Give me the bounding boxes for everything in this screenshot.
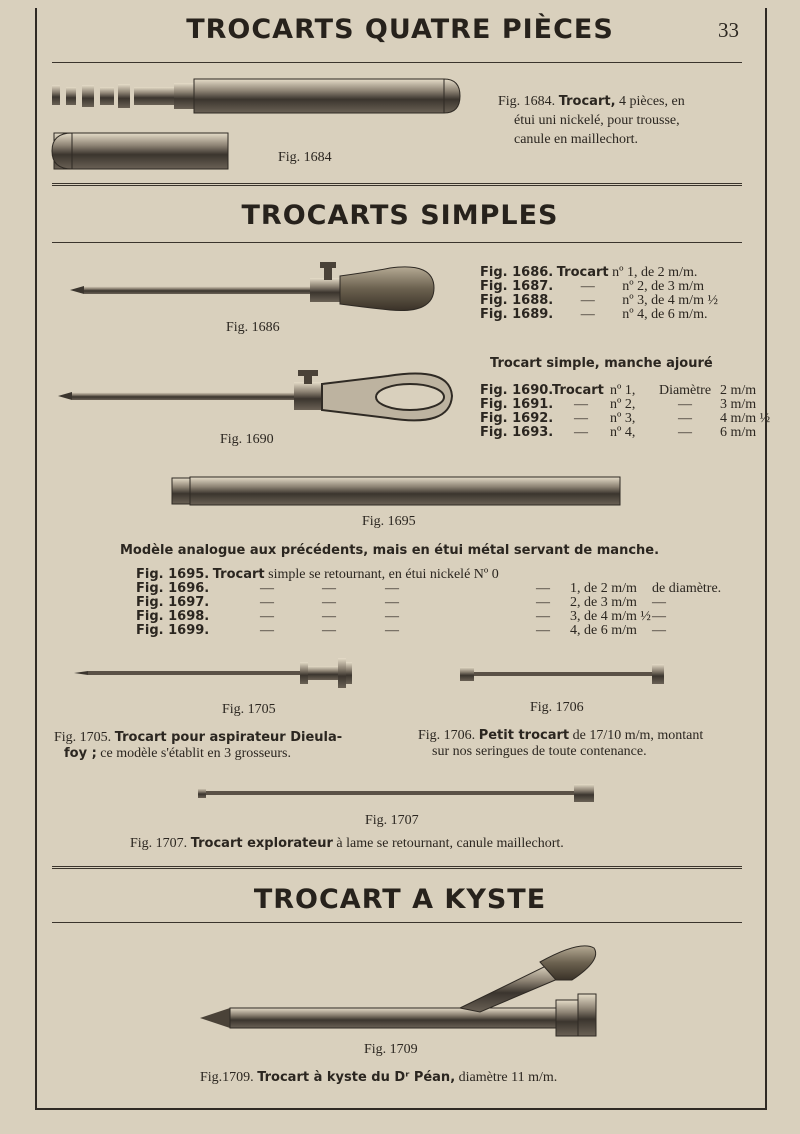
fig-1709-description: Fig.1709. Trocart à kyste du Dʳ Péan, diamètre 11 m/m. — [200, 1070, 558, 1085]
list-row: Fig. 1693. — nº 4, — 6 m/m — [480, 425, 757, 440]
desc-text: 4 pièces, en — [619, 94, 685, 109]
analog-model-heading: Modèle analogue aux précédents, mais en étui métal servant de manche. — [120, 543, 660, 558]
trocart-1706-illustration — [460, 662, 668, 686]
fig-1684-description-line1 — [498, 94, 685, 110]
list-row: Fig. 1689. — nº 4, de 6 m/m. — [480, 307, 708, 322]
fig-1709-caption: Fig. 1709 — [364, 1042, 418, 1057]
list-1686-1689 — [480, 266, 718, 322]
fig-1684-description-line2: étui uni nickelé, pour trousse, — [514, 113, 680, 128]
divider — [52, 866, 742, 869]
fig-1705-caption: Fig. 1705 — [222, 702, 276, 717]
trocart-1709-illustration — [200, 936, 610, 1036]
fig-ref: Fig. 1684. — [498, 94, 556, 109]
divider — [52, 62, 742, 63]
desc-line: Fig. 1706. Petit trocart de 17/10 m/m, montant — [418, 728, 704, 743]
list-row: Fig. 1697. — — — — 2, de 3 m/m — — [136, 595, 666, 610]
desc-line: sur nos seringues de toute contenance. — [432, 744, 647, 759]
divider — [52, 183, 742, 186]
list-row: Fig. 1686. Trocart nº 1, de 2 m/m. — [480, 265, 698, 280]
list-row: Fig. 1692. — nº 3, — 4 m/m ½ — [480, 411, 771, 426]
list-1695-1699 — [136, 568, 721, 638]
fig-1707-caption: Fig. 1707 — [365, 813, 419, 828]
fig-1706-description — [418, 728, 703, 760]
list-1690-1693 — [480, 384, 770, 440]
trocart-1690-illustration — [58, 370, 458, 430]
desc-line: foy ; ce modèle s'établit en 3 grosseurs. — [64, 746, 291, 761]
trocart-1686-illustration — [70, 262, 440, 322]
desc-line: Fig. 1705. Trocart pour aspirateur Dieula- — [54, 730, 343, 745]
trocart-1705-illustration — [74, 656, 356, 690]
subtitle-trocart-manche-ajoure: Trocart simple, manche ajouré — [490, 356, 713, 371]
divider — [52, 922, 742, 923]
trocart-1695-illustration — [172, 474, 624, 508]
fig-1690-caption: Fig. 1690 — [220, 432, 274, 447]
section-title-trocart-a-kyste: TROCART A KYSTE — [253, 884, 547, 915]
fig-1686-caption: Fig. 1686 — [226, 320, 280, 335]
fig-1706-caption: Fig. 1706 — [530, 700, 584, 715]
section-title-trocarts-simples: TROCARTS SIMPLES — [241, 200, 559, 231]
fig-1684-caption: Fig. 1684 — [278, 150, 332, 165]
fig-1705-description — [54, 730, 342, 762]
item-name: Trocart, — [558, 94, 616, 109]
list-row: Fig. 1691. — nº 2, — 3 m/m — [480, 397, 757, 412]
fig-1695-caption: Fig. 1695 — [362, 514, 416, 529]
list-row: Fig. 1690.Trocart nº 1, Diamètre 2 m/m — [480, 383, 757, 398]
trocart-1707-illustration — [198, 782, 598, 804]
section-title-trocarts-quatre-pieces: TROCARTS QUATRE PIÈCES — [186, 14, 614, 45]
fig-1707-description: Fig. 1707. Trocart explorateur à lame se retournant, canule maillechort. — [130, 836, 564, 851]
fig-1684-description-line3: canule en maillechort. — [514, 132, 638, 147]
list-row: Fig. 1699. — — — — 4, de 6 m/m — — [136, 623, 666, 638]
list-row: Fig. 1695. Trocart simple se retournant, en étui nickelé Nº 0 — [136, 567, 499, 582]
trocart-1684-illustration — [52, 75, 462, 175]
list-row: Fig. 1687. — nº 2, de 3 m/m — [480, 279, 704, 294]
list-row: Fig. 1688. — nº 3, de 4 m/m ½ — [480, 293, 718, 308]
page-number: 33 — [718, 18, 739, 42]
divider — [52, 242, 742, 243]
list-row: Fig. 1698. — — — — 3, de 4 m/m ½— — [136, 609, 666, 624]
list-row: Fig. 1696. — — — — 1, de 2 m/m de diamètre. — [136, 581, 722, 596]
